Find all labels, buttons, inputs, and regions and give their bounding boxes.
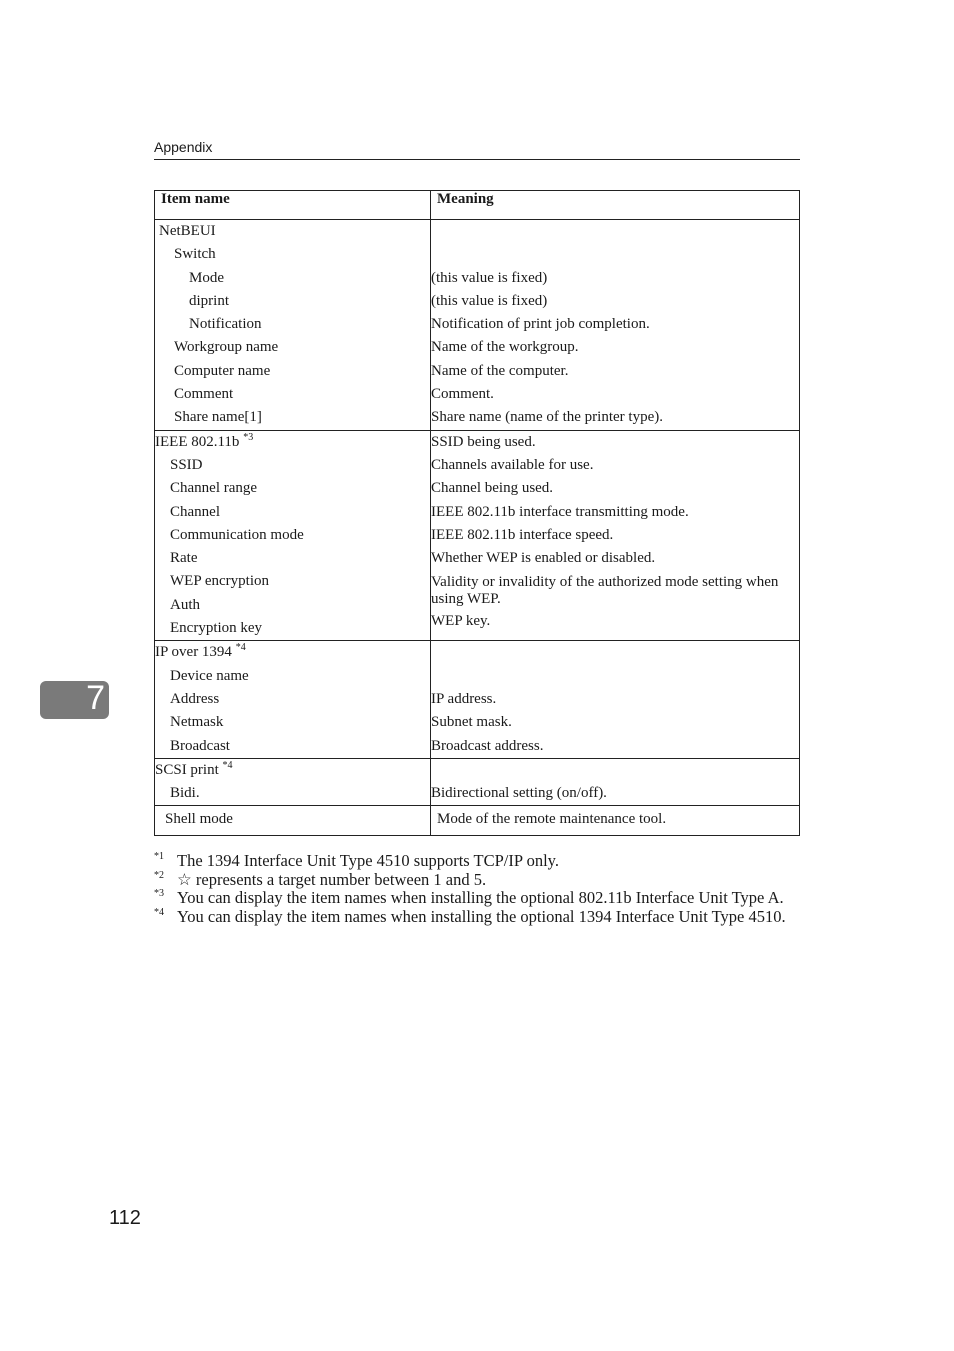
meaning-text [431,243,799,266]
meaning-text: Subnet mask. [431,714,512,731]
meaning-cell [431,641,800,758]
item-name: Channel range [170,480,258,497]
meaning-text: Comment. [431,386,494,403]
group-title [155,431,430,454]
meaning-text: (this value is fixed) [431,292,548,309]
footnote-ref: *4 [222,759,233,771]
footnote-text: You can display the item names when installing the optional 1394 Interface Unit Type 4510. [177,906,786,926]
item-name: Encryption key [170,620,263,637]
item-name: SSID [170,456,203,473]
meaning-text: Mode of the remote maintenance tool. [437,811,667,828]
group-title [155,759,430,782]
footnote-ref: *3 [243,431,254,443]
meaning-text: Share name (name of the printer type). [431,409,663,426]
footnote-item [154,908,800,926]
meaning-text [431,220,799,243]
item-name: Comment [174,386,234,403]
table-row-scsi-print [155,758,800,806]
group-title-text: SCSI print [155,761,219,778]
meaning-cell [431,758,800,806]
item-name: Address [170,690,220,707]
meaning-spacer [431,641,799,664]
meaning-text: Validity or invalidity of the authorized mode setting when using WEP. [431,574,779,608]
meaning-text: Channel being used. [431,480,554,497]
item-name: Auth [170,596,200,613]
meaning-text: Name of the computer. [431,362,569,379]
item-name: NetBEUI [159,223,216,239]
meaning-text [431,665,799,688]
group-title-text: IEEE 802.11b [155,433,240,450]
footnotes [154,852,800,926]
item-name: Rate [170,550,198,567]
footnote-mark: *4 [154,906,164,918]
item-cell [155,806,431,835]
item-name: Broadcast [170,737,230,754]
meaning-text: IP address. [431,690,497,707]
item-name: Share name[1] [174,409,262,426]
table-row-ieee80211b [155,430,800,641]
meaning-text: Notification of print job completion. [431,316,650,333]
meaning-text: IEEE 802.11b interface transmitting mode. [431,503,689,520]
table-row-ip-over-1394 [155,641,800,758]
meaning-cell [431,430,800,641]
item-name: diprint [189,292,229,309]
column-header-meaning: Meaning [431,191,800,220]
item-name: Mode [189,269,224,286]
page-number: 112 [109,1207,141,1229]
footnote-item [154,889,800,907]
meaning-text: Broadcast address. [431,737,544,754]
item-name: Computer name [174,362,271,379]
chapter-tab [40,681,109,719]
item-name: Workgroup name [174,339,279,356]
item-name: Communication mode [170,526,304,543]
meaning-text: Whether WEP is enabled or disabled. [431,550,656,567]
meaning-spacer [431,759,799,782]
footnote-text: The 1394 Interface Unit Type 4510 supports TCP/IP only. [177,851,559,870]
table-row-shell-mode [155,806,800,835]
item-cell [155,758,431,806]
page-header [154,139,800,160]
meaning-text: (this value is fixed) [431,269,548,286]
item-name: Netmask [170,714,224,731]
settings-table [154,190,800,836]
meaning-text: WEP key. [431,613,491,630]
section-title: Appendix [154,139,213,155]
item-cell [155,430,431,641]
item-name: Bidi. [170,785,200,802]
footnote-mark: *3 [154,888,164,899]
footnote-mark: *2 [154,869,164,881]
item-cell [155,220,431,431]
item-name: WEP encryption [170,573,270,590]
meaning-cell [431,806,800,835]
item-name: Notification [189,316,262,333]
meaning-text: Bidirectional setting (on/off). [431,785,607,802]
meaning-text: SSID being used. [431,433,536,450]
footnote-ref: *4 [235,642,246,654]
footnote-mark: *1 [154,851,164,862]
meaning-cell [431,220,800,431]
item-name: Switch [174,246,216,263]
table-header-row [155,191,800,220]
group-title-text: IP over 1394 [155,644,232,661]
group-title [155,641,430,664]
meaning-text: IEEE 802.11b interface speed. [431,526,614,543]
footnote-item [154,871,800,889]
meaning-text: Name of the workgroup. [431,339,579,356]
item-name: Device name [170,667,249,684]
footnote-item [154,852,800,870]
table-row-netbeui [155,220,800,431]
chapter-number: 7 [86,679,105,717]
footnote-text: ☆ represents a target number between 1 and 5. [177,869,487,889]
item-cell [155,641,431,758]
item-name: Channel [170,503,220,520]
column-header-item: Item name [155,191,431,220]
item-name: Shell mode [165,811,233,828]
footnote-text: You can display the item names when installing the optional 802.11b Interface Unit Type A. [177,888,784,907]
meaning-text: Channels available for use. [431,456,594,473]
